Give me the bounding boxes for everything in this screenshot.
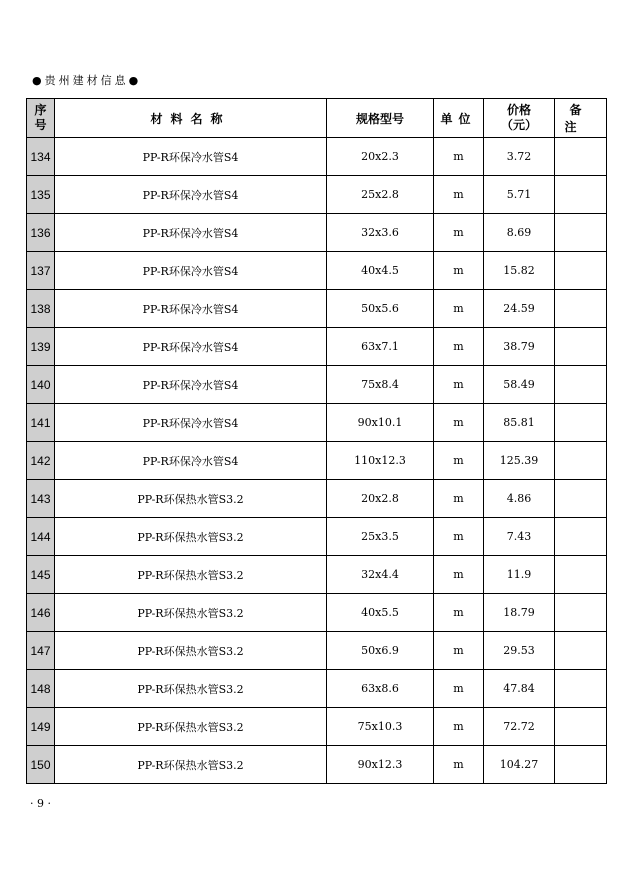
row-name-cell: PP-R环保热水管S3.2 — [55, 480, 327, 518]
row-unit-cell: m — [434, 252, 484, 290]
row-price-cell: 18.79 — [484, 594, 555, 632]
row-name-cell: PP-R环保热水管S3.2 — [55, 556, 327, 594]
row-price-cell: 58.49 — [484, 366, 555, 404]
row-price-cell: 8.69 — [484, 214, 555, 252]
row-spec-cell: 20x2.8 — [327, 480, 434, 518]
unit-header-text: 单位 — [440, 111, 477, 126]
row-unit-cell: m — [434, 556, 484, 594]
row-index-cell: 142 — [27, 442, 55, 480]
row-spec-cell: 75x10.3 — [327, 708, 434, 746]
row-index-cell: 150 — [27, 746, 55, 784]
row-unit-cell: m — [434, 366, 484, 404]
row-index-cell: 135 — [27, 176, 55, 214]
row-name-cell: PP-R环保冷水管S4 — [55, 214, 327, 252]
row-index-cell: 144 — [27, 518, 55, 556]
table-row — [27, 214, 607, 252]
row-name-cell: PP-R环保冷水管S4 — [55, 404, 327, 442]
row-price-cell: 38.79 — [484, 328, 555, 366]
row-price-cell: 24.59 — [484, 290, 555, 328]
name-header-text: 材料名称 — [150, 111, 231, 126]
row-note-cell — [555, 328, 607, 366]
row-spec-cell: 50x5.6 — [327, 290, 434, 328]
table-body — [27, 138, 607, 784]
table-row — [27, 556, 607, 594]
row-price-cell: 15.82 — [484, 252, 555, 290]
row-price-cell: 3.72 — [484, 138, 555, 176]
row-price-cell: 29.53 — [484, 632, 555, 670]
row-note-cell — [555, 594, 607, 632]
row-spec-cell: 63x8.6 — [327, 670, 434, 708]
row-name-cell: PP-R环保热水管S3.2 — [55, 670, 327, 708]
table-row — [27, 594, 607, 632]
column-header-note — [555, 99, 607, 138]
row-price-cell: 7.43 — [484, 518, 555, 556]
row-index-cell: 147 — [27, 632, 55, 670]
row-unit-cell: m — [434, 214, 484, 252]
row-name-cell: PP-R环保冷水管S4 — [55, 366, 327, 404]
table-row — [27, 480, 607, 518]
row-index-cell: 146 — [27, 594, 55, 632]
note-header-text: 备注 — [564, 103, 602, 134]
row-note-cell — [555, 176, 607, 214]
row-name-cell: PP-R环保热水管S3.2 — [55, 708, 327, 746]
row-name-cell: PP-R环保冷水管S4 — [55, 176, 327, 214]
column-header-price — [484, 99, 555, 138]
row-note-cell — [555, 252, 607, 290]
row-name-cell: PP-R环保冷水管S4 — [55, 442, 327, 480]
price-table — [26, 98, 607, 784]
row-index-cell: 138 — [27, 290, 55, 328]
row-unit-cell: m — [434, 746, 484, 784]
row-spec-cell: 75x8.4 — [327, 366, 434, 404]
row-note-cell — [555, 556, 607, 594]
row-unit-cell: m — [434, 442, 484, 480]
column-header-unit — [434, 99, 484, 138]
row-unit-cell: m — [434, 594, 484, 632]
table-row — [27, 404, 607, 442]
row-index-cell: 145 — [27, 556, 55, 594]
row-index-cell: 139 — [27, 328, 55, 366]
row-name-cell: PP-R环保热水管S3.2 — [55, 594, 327, 632]
row-note-cell — [555, 214, 607, 252]
row-unit-cell: m — [434, 632, 484, 670]
page-header: ●贵州建材信息● — [32, 74, 142, 87]
row-spec-cell: 20x2.3 — [327, 138, 434, 176]
row-unit-cell: m — [434, 138, 484, 176]
table-row — [27, 290, 607, 328]
column-header-name — [55, 99, 327, 138]
table-row — [27, 252, 607, 290]
row-price-cell: 104.27 — [484, 746, 555, 784]
row-note-cell — [555, 632, 607, 670]
row-price-cell: 85.81 — [484, 404, 555, 442]
row-index-cell: 148 — [27, 670, 55, 708]
page-number: · 9 · — [30, 797, 51, 810]
row-note-cell — [555, 670, 607, 708]
row-name-cell: PP-R环保热水管S3.2 — [55, 746, 327, 784]
index-header-line2: 号 — [34, 118, 47, 132]
row-spec-cell: 25x3.5 — [327, 518, 434, 556]
row-note-cell — [555, 518, 607, 556]
row-price-cell: 11.9 — [484, 556, 555, 594]
row-unit-cell: m — [434, 518, 484, 556]
row-note-cell — [555, 404, 607, 442]
row-note-cell — [555, 746, 607, 784]
row-name-cell: PP-R环保冷水管S4 — [55, 328, 327, 366]
row-index-cell: 140 — [27, 366, 55, 404]
table-row — [27, 328, 607, 366]
row-index-cell: 136 — [27, 214, 55, 252]
row-index-cell: 143 — [27, 480, 55, 518]
row-price-cell: 47.84 — [484, 670, 555, 708]
index-header-line1: 序 — [34, 103, 47, 117]
table-row — [27, 176, 607, 214]
row-spec-cell: 90x10.1 — [327, 404, 434, 442]
row-spec-cell: 90x12.3 — [327, 746, 434, 784]
row-name-cell: PP-R环保冷水管S4 — [55, 252, 327, 290]
column-header-index — [27, 99, 55, 138]
row-name-cell: PP-R环保热水管S3.2 — [55, 632, 327, 670]
row-price-cell: 72.72 — [484, 708, 555, 746]
row-unit-cell: m — [434, 670, 484, 708]
row-index-cell: 134 — [27, 138, 55, 176]
price-header-line2: （元） — [500, 118, 537, 132]
row-note-cell — [555, 708, 607, 746]
table-row — [27, 518, 607, 556]
table-row — [27, 746, 607, 784]
price-header-line1: 价格 — [506, 103, 531, 117]
row-note-cell — [555, 366, 607, 404]
row-spec-cell: 32x3.6 — [327, 214, 434, 252]
row-unit-cell: m — [434, 708, 484, 746]
row-name-cell: PP-R环保冷水管S4 — [55, 138, 327, 176]
row-index-cell: 137 — [27, 252, 55, 290]
table-row — [27, 708, 607, 746]
row-unit-cell: m — [434, 290, 484, 328]
row-spec-cell: 40x5.5 — [327, 594, 434, 632]
row-note-cell — [555, 442, 607, 480]
table-row — [27, 138, 607, 176]
table-row — [27, 366, 607, 404]
row-spec-cell: 32x4.4 — [327, 556, 434, 594]
table-header-row — [27, 99, 607, 138]
row-name-cell: PP-R环保热水管S3.2 — [55, 518, 327, 556]
column-header-spec: 规格型号 — [327, 99, 434, 138]
row-spec-cell: 50x6.9 — [327, 632, 434, 670]
row-unit-cell: m — [434, 176, 484, 214]
row-spec-cell: 110x12.3 — [327, 442, 434, 480]
row-unit-cell: m — [434, 480, 484, 518]
row-spec-cell: 63x7.1 — [327, 328, 434, 366]
row-unit-cell: m — [434, 328, 484, 366]
row-note-cell — [555, 138, 607, 176]
row-price-cell: 4.86 — [484, 480, 555, 518]
table-row — [27, 670, 607, 708]
row-index-cell: 141 — [27, 404, 55, 442]
table-row — [27, 632, 607, 670]
table-row — [27, 442, 607, 480]
row-spec-cell: 40x4.5 — [327, 252, 434, 290]
row-unit-cell: m — [434, 404, 484, 442]
row-price-cell: 125.39 — [484, 442, 555, 480]
row-name-cell: PP-R环保冷水管S4 — [55, 290, 327, 328]
row-index-cell: 149 — [27, 708, 55, 746]
row-spec-cell: 25x2.8 — [327, 176, 434, 214]
row-note-cell — [555, 480, 607, 518]
row-price-cell: 5.71 — [484, 176, 555, 214]
row-note-cell — [555, 290, 607, 328]
